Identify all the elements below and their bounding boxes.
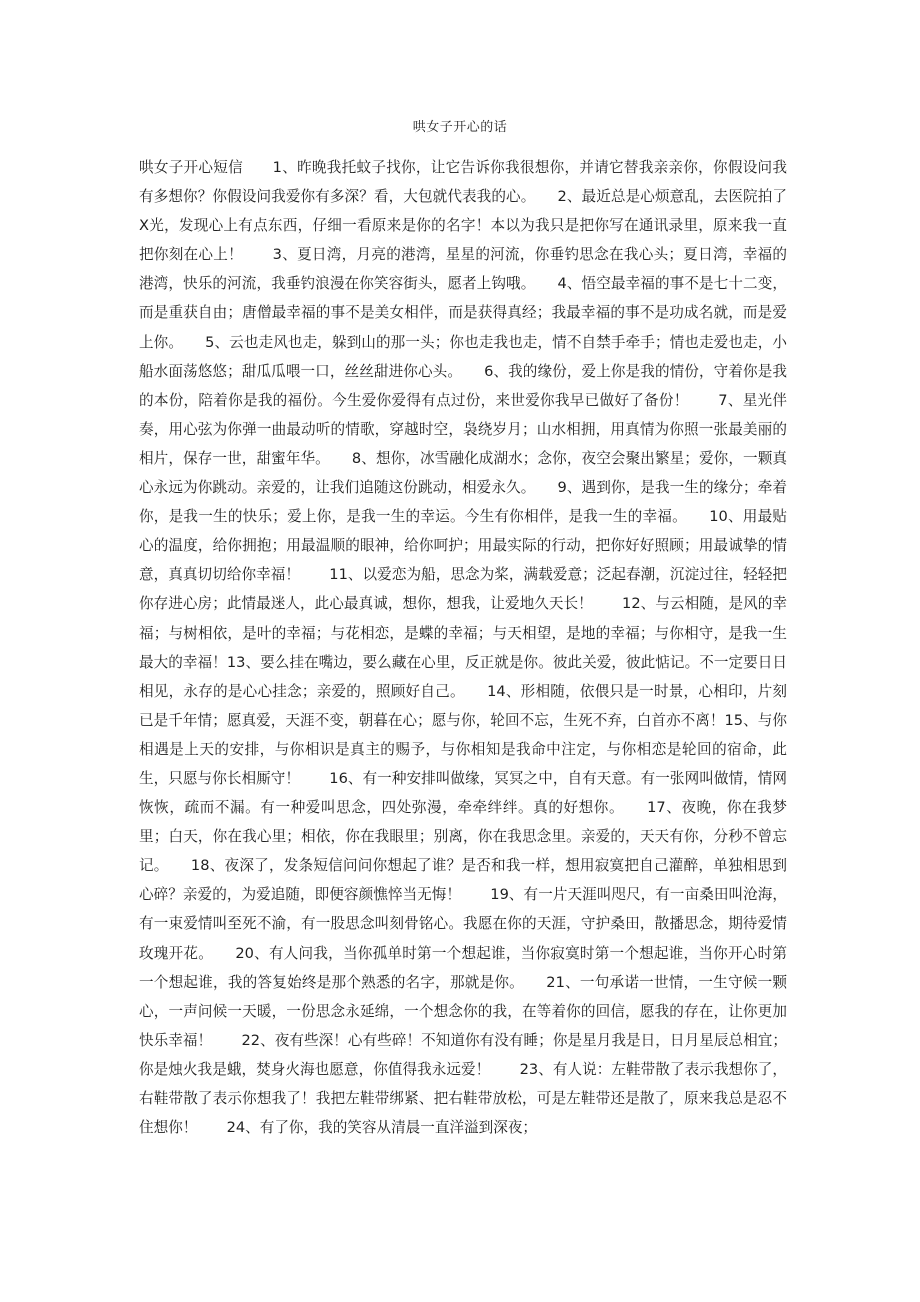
document-title: 哄女子开心的话 [412, 120, 508, 135]
document-body-text: 哄女子开心短信 1、昨晚我托蚊子找你，让它告诉你我很想你，并请它替我亲亲你，你假设问我有多想你？你假设问我爱你有多深？看，大包就代表我的心。 2、最近总是心烦意乱，去医院拍了X光，发现心上有点东西，仔细一看原来是你的名字！本以为我只是把你写在通讯录里，原来我一直把你刻在心上！ 3、夏日湾，月亮的港湾，星星的河流，你垂钓思念在我心头；夏日湾，幸福的港湾，快乐的河流，我垂钓浪漫在你笑容街头，愿者上钩哦。 4、悟空最幸福的事不是七十二变，而是重获自由；唐僧最幸福的事不是美女相伴，而是获得真经；我最幸福的事不是功成名就，而是爱上你。 5、云也走风也走，躲到山的那一头；你也走我也走，情不自禁手牵手；情也走爱也走，小船水面荡悠悠；甜瓜瓜喂一口，丝丝甜进你心头。 6、我的缘份，爱上你是我的情份，守着你是我的本份，陪着你是我的福份。今生爱你爱得有点过份，来世爱你我早已做好了备份！ 7、星光伴奏，用心弦为你弹一曲最动听的情歌，穿越时空，袅绕岁月；山水相拥，用真情为你照一张最美丽的相片，保存一世，甜蜜年华。 8、想你，冰雪融化成湖水；念你，夜空会聚出繁星；爱你，一颗真心永远为你跳动。亲爱的，让我们追随这份跳动，相爱永久。 9、遇到你，是我一生的缘分；牵着你，是我一生的快乐；爱上你，是我一生的幸运。今生有你相伴，是我一生的幸福。 10、用最贴心的温度，给你拥抱；用最温顺的眼神，给你呵护；用最实际的行动，把你好好照顾；用最诚挚的情意，真真切切给你幸福！ 11、以爱恋为船，思念为桨，满载爱意；泛起春潮，沉淀过往，轻轻把你存进心房；此情最迷人，此心最真诚，想你，想我，让爱地久天长！ 12、与云相随，是风的幸福；与树相依，是叶的幸福；与花相恋，是蝶的幸福；与天相望，是地的幸福；与你相守，是我一生最大的幸福！13、要么挂在嘴边，要么藏在心里，反正就是你。彼此关爱，彼此惦记。不一定要日日相见，永存的是心心挂念；亲爱的，照顾好自己。 14、形相随，依偎只是一时景，心相印，片刻已是千年情；愿真爱，天涯不变，朝暮在心；愿与你，轮回不忘，生死不弃，白首亦不离！15、与你相遇是上天的安排，与你相识是真主的赐予，与你相知是我命中注定，与你相恋是轮回的宿命，此生，只愿与你长相厮守！ 16、有一种安排叫做缘，冥冥之中，自有天意。有一张网叫做情，情网恢恢，疏而不漏。有一种爱叫思念，四处弥漫，牵牵绊绊。真的好想你。 17、夜晚，你在我梦里；白天，你在我心里；相依，你在我眼里；别离，你在我思念里。亲爱的，天天有你，分秒不曾忘记。 18、夜深了，发条短信问问你想起了谁？是否和我一样，想用寂寞把自己灌醉，单独相思到心碎？亲爱的，为爱追随，即便容颜憔悴当无悔！ 19、有一片天涯叫咫尺，有一亩桑田叫沧海，有一束爱情叫至死不渝，有一股思念叫刻骨铭心。我愿在你的天涯，守护桑田，散播思念，期待爱情玫瑰开花。 20、有人问我，当你孤单时第一个想起谁，当你寂寞时第一个想起谁，当你开心时第一个想起谁，我的答复始终是那个熟悉的名字，那就是你。 21、一句承诺一世情，一生守候一颗心，一声问候一天暖，一份思念永延绵，一个想念你的我，在等着你的回信，愿我的存在，让你更加快乐幸福！ 22、夜有些深！心有些碎！不知道你有没有睡；你是星月我是日，日月星辰总相宜；你是烛火我是蛾，焚身火海也愿意，你值得我永远爱！ 23、有人说：左鞋带散了表示我想你了，右鞋带散了表示你想我了！我把左鞋带绑紧、把右鞋带放松，可是左鞋带还是散了，原来我总是忍不住想你！ 24、有了你，我的笑容从清晨一直洋溢到深夜； [139, 159, 787, 1137]
